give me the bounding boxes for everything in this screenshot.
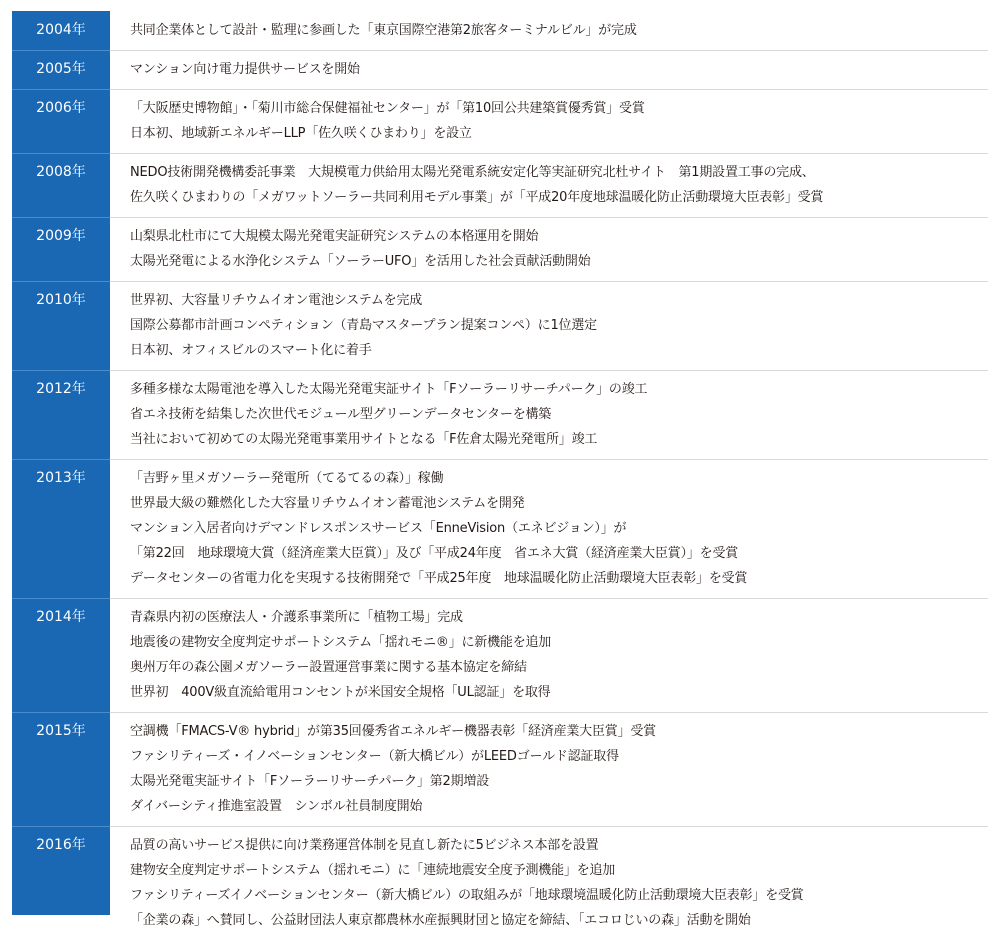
row-divider-band-segment [12, 370, 110, 371]
event-item: 日本初、オフィスビルのスマート化に着手 [130, 343, 372, 358]
year-label: 2004年 [36, 22, 86, 38]
event-item: マンション入居者向けデマンドレスポンスサービス「EnneVision（エネビジョン）」が [130, 521, 627, 536]
row-divider [12, 712, 988, 713]
event-item: 省エネ技術を結集した次世代モジュール型グリーンデータセンターを構築 [130, 407, 552, 422]
event-item: 共同企業体として設計・監理に参画した「東京国際空港第2旅客ターミナルビル」が完成 [130, 23, 637, 38]
event-item: 品質の高いサービス提供に向け業務運営体制を見直し新たに5ビジネス本部を設置 [130, 838, 599, 853]
event-item: 世界初、大容量リチウムイオン電池システムを完成 [130, 293, 423, 308]
year-label: 2016年 [36, 837, 86, 853]
event-item: 地震後の建物安全度判定サポートシステム「揺れモニ®」に新機能を追加 [130, 635, 552, 650]
event-list [130, 466, 747, 591]
row-divider [12, 50, 988, 51]
row-divider [12, 281, 988, 282]
event-list [130, 224, 591, 274]
event-item: 世界最大級の難燃化した大容量リチウムイオン蓄電池システムを開発 [130, 496, 525, 511]
year-label: 2015年 [36, 723, 86, 739]
event-list [130, 57, 360, 82]
event-item: 空調機「FMACS-V® hybrid」が第35回優秀省エネルギー機器表彰「経済産業大臣賞」受賞 [130, 724, 656, 739]
event-list [130, 18, 637, 43]
event-item: ファシリティーズイノベーションセンター（新大橋ビル）の取組みが「地球環境温暖化防止活動環境大臣表彰」を受賞 [130, 888, 804, 903]
event-list [130, 719, 656, 819]
event-item: 「第22回 地球環境大賞（経済産業大臣賞）」及び「平成24年度 省エネ大賞（経済産業大臣賞）」を受賞 [130, 546, 739, 561]
event-item: 「大阪歴史博物館」・「菊川市総合保健福祉センター」が「第10回公共建築賞優秀賞」受賞 [130, 101, 645, 116]
event-item: データセンターの省電力化を実現する技術開発で「平成25年度 地球温暖化防止活動環境大臣表彰」を受賞 [130, 571, 748, 586]
event-item: 太陽光発電による水浄化システム「ソーラーUFO」を活用した社会貢献活動開始 [130, 254, 591, 269]
row-divider-band-segment [12, 826, 110, 827]
row-divider-band-segment [12, 712, 110, 713]
row-divider-band-segment [12, 89, 110, 90]
event-list [130, 96, 645, 146]
event-item: 「企業の森」へ賛同し、公益財団法人東京都農林水産振興財団と協定を締結、「エコロじいの森」活動を開始 [130, 913, 751, 928]
event-list [130, 160, 823, 210]
event-item: 多種多様な太陽電池を導入した太陽光発電実証サイト「Fソーラーリサーチパーク」の竣工 [130, 382, 648, 397]
event-item: 国際公募都市計画コンペティション（青島マスタープラン提案コンペ）に1位選定 [130, 318, 597, 333]
row-divider-band-segment [12, 281, 110, 282]
event-list [130, 605, 551, 705]
row-divider [12, 217, 988, 218]
year-label: 2012年 [36, 381, 86, 397]
event-list [130, 833, 804, 933]
year-label: 2005年 [36, 61, 86, 77]
year-label: 2010年 [36, 292, 86, 308]
event-item: 山梨県北杜市にて大規模太陽光発電実証研究システムの本格運用を開始 [130, 229, 539, 244]
year-label: 2009年 [36, 228, 86, 244]
row-divider [12, 598, 988, 599]
row-divider-band-segment [12, 217, 110, 218]
row-divider [12, 89, 988, 90]
event-list [130, 288, 597, 363]
year-label: 2014年 [36, 609, 86, 625]
event-item: 当社において初めての太陽光発電事業用サイトとなる「F佐倉太陽光発電所」竣工 [130, 432, 598, 447]
row-divider-band-segment [12, 50, 110, 51]
event-item: 奥州万年の森公園メガソーラー設置運営事業に関する基本協定を締結 [130, 660, 527, 675]
year-label: 2013年 [36, 470, 86, 486]
event-item: 青森県内初の医療法人・介護系事業所に「植物工場」完成 [130, 610, 463, 625]
event-item: マンション向け電力提供サービスを開始 [130, 62, 360, 77]
event-list [130, 377, 647, 452]
row-divider [12, 153, 988, 154]
year-label: 2006年 [36, 100, 86, 116]
event-item: ファシリティーズ・イノベーションセンター（新大橋ビル）がLEEDゴールド認証取得 [130, 749, 619, 764]
row-divider [12, 370, 988, 371]
row-divider-band-segment [12, 598, 110, 599]
row-divider-band-segment [12, 153, 110, 154]
row-divider-band-segment [12, 459, 110, 460]
event-item: NEDO技術開発機構委託事業 大規模電力供給用太陽光発電系統安定化等実証研究北杜サイト 第1期設置工事の完成、 [130, 165, 815, 180]
event-item: 日本初、地域新エネルギーLLP「佐久咲くひまわり」を設立 [130, 126, 472, 141]
event-item: 建物安全度判定サポートシステム（揺れモニ）に「連続地震安全度予測機能」を追加 [130, 863, 616, 878]
event-item: ダイバーシティ推進室設置 シンボル社員制度開始 [130, 799, 423, 814]
event-item: 太陽光発電実証サイト「Fソーラーリサーチパーク」第2期増設 [130, 774, 489, 789]
event-item: 「吉野ヶ里メガソーラー発電所（てるてるの森）」稼働 [130, 471, 444, 486]
event-item: 世界初 400V級直流給電用コンセントが米国安全規格「UL認証」を取得 [130, 685, 551, 700]
year-label: 2008年 [36, 164, 86, 180]
event-item: 佐久咲くひまわりの「メガワットソーラー共同利用モデル事業」が「平成20年度地球温暖化防止活動環境大臣表彰」受賞 [130, 190, 824, 205]
row-divider [12, 459, 988, 460]
year-column-band [12, 11, 110, 915]
row-divider [12, 826, 988, 827]
